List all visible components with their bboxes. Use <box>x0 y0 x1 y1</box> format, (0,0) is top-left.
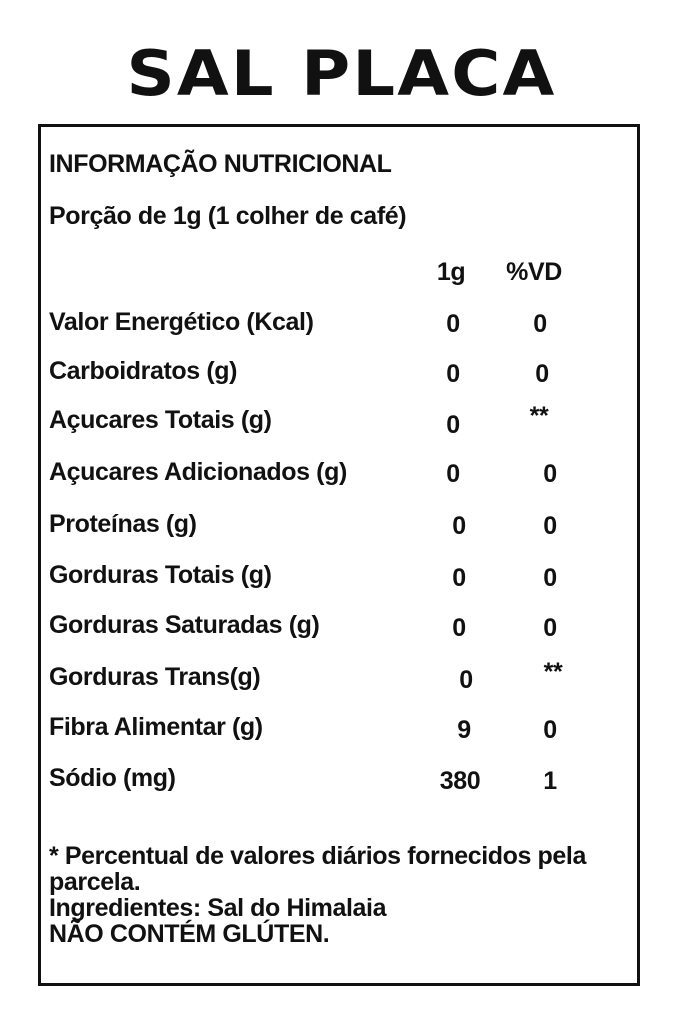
nutrient-label: Açucares Adicionados (g) <box>49 458 347 486</box>
nutrient-row <box>41 610 637 640</box>
nutrient-row <box>41 763 637 793</box>
nutrient-daily-value: 0 <box>533 310 547 338</box>
nutrient-daily-value: 0 <box>543 614 557 642</box>
nutrient-row <box>41 356 637 386</box>
gluten-statement: NÃO CONTÉM GLÚTEN. <box>49 920 330 948</box>
nutrient-daily-value: 0 <box>543 564 557 592</box>
nutrient-label: Gorduras Saturadas (g) <box>49 611 320 639</box>
nutrient-row <box>41 712 637 742</box>
amount-column-header: 1g <box>436 258 466 286</box>
nutrient-label: Açucares Totais (g) <box>49 406 272 434</box>
ingredients-line: Ingredientes: Sal do Himalaia <box>49 894 387 922</box>
nutrient-label: Fibra Alimentar (g) <box>49 713 263 741</box>
nutrient-row <box>41 457 637 487</box>
daily-value-note-continued: parcela. <box>49 868 141 896</box>
nutrient-label: Valor Energético (Kcal) <box>49 308 314 336</box>
nutrition-heading: INFORMAÇÃO NUTRICIONAL <box>49 150 392 178</box>
nutrient-amount: 0 <box>452 512 466 540</box>
nutrient-amount: 0 <box>446 460 460 488</box>
nutrient-daily-value: 1 <box>543 767 557 795</box>
nutrient-daily-value: 0 <box>535 360 549 388</box>
nutrient-daily-value: ** <box>529 402 549 430</box>
nutrient-amount: 0 <box>446 411 460 439</box>
nutrient-label: Sódio (mg) <box>49 764 176 792</box>
nutrient-amount: 0 <box>452 564 466 592</box>
nutrient-daily-value: 0 <box>543 460 557 488</box>
nutrient-amount: 9 <box>457 716 471 744</box>
nutrient-amount: 0 <box>446 360 460 388</box>
footer-notes <box>49 843 639 947</box>
nutrient-label: Carboidratos (g) <box>49 357 238 385</box>
nutrient-row <box>41 658 637 694</box>
nutrient-label: Gorduras Totais (g) <box>49 561 272 589</box>
nutrient-row <box>41 560 637 590</box>
nutrient-amount: 0 <box>446 310 460 338</box>
nutrient-amount: 0 <box>452 614 466 642</box>
nutrient-label: Proteínas (g) <box>49 510 197 538</box>
nutrient-row <box>41 307 637 337</box>
daily-value-note: * Percentual de valores diários fornecidos pela <box>49 842 586 870</box>
nutrient-amount: 0 <box>459 666 473 694</box>
nutrition-facts-panel <box>38 124 640 986</box>
product-title: SAL PLACA <box>126 37 557 110</box>
portion-size: Porção de 1g (1 colher de café) <box>49 202 407 230</box>
nutrient-amount: 380 <box>439 767 481 795</box>
daily-value-column-header: %VD <box>506 258 562 286</box>
nutrient-row <box>41 509 637 539</box>
nutrient-row <box>41 402 637 439</box>
nutrient-daily-value: 0 <box>543 512 557 540</box>
nutrient-daily-value: ** <box>543 658 563 686</box>
nutrient-daily-value: 0 <box>543 716 557 744</box>
nutrient-label: Gorduras Trans(g) <box>49 663 261 691</box>
